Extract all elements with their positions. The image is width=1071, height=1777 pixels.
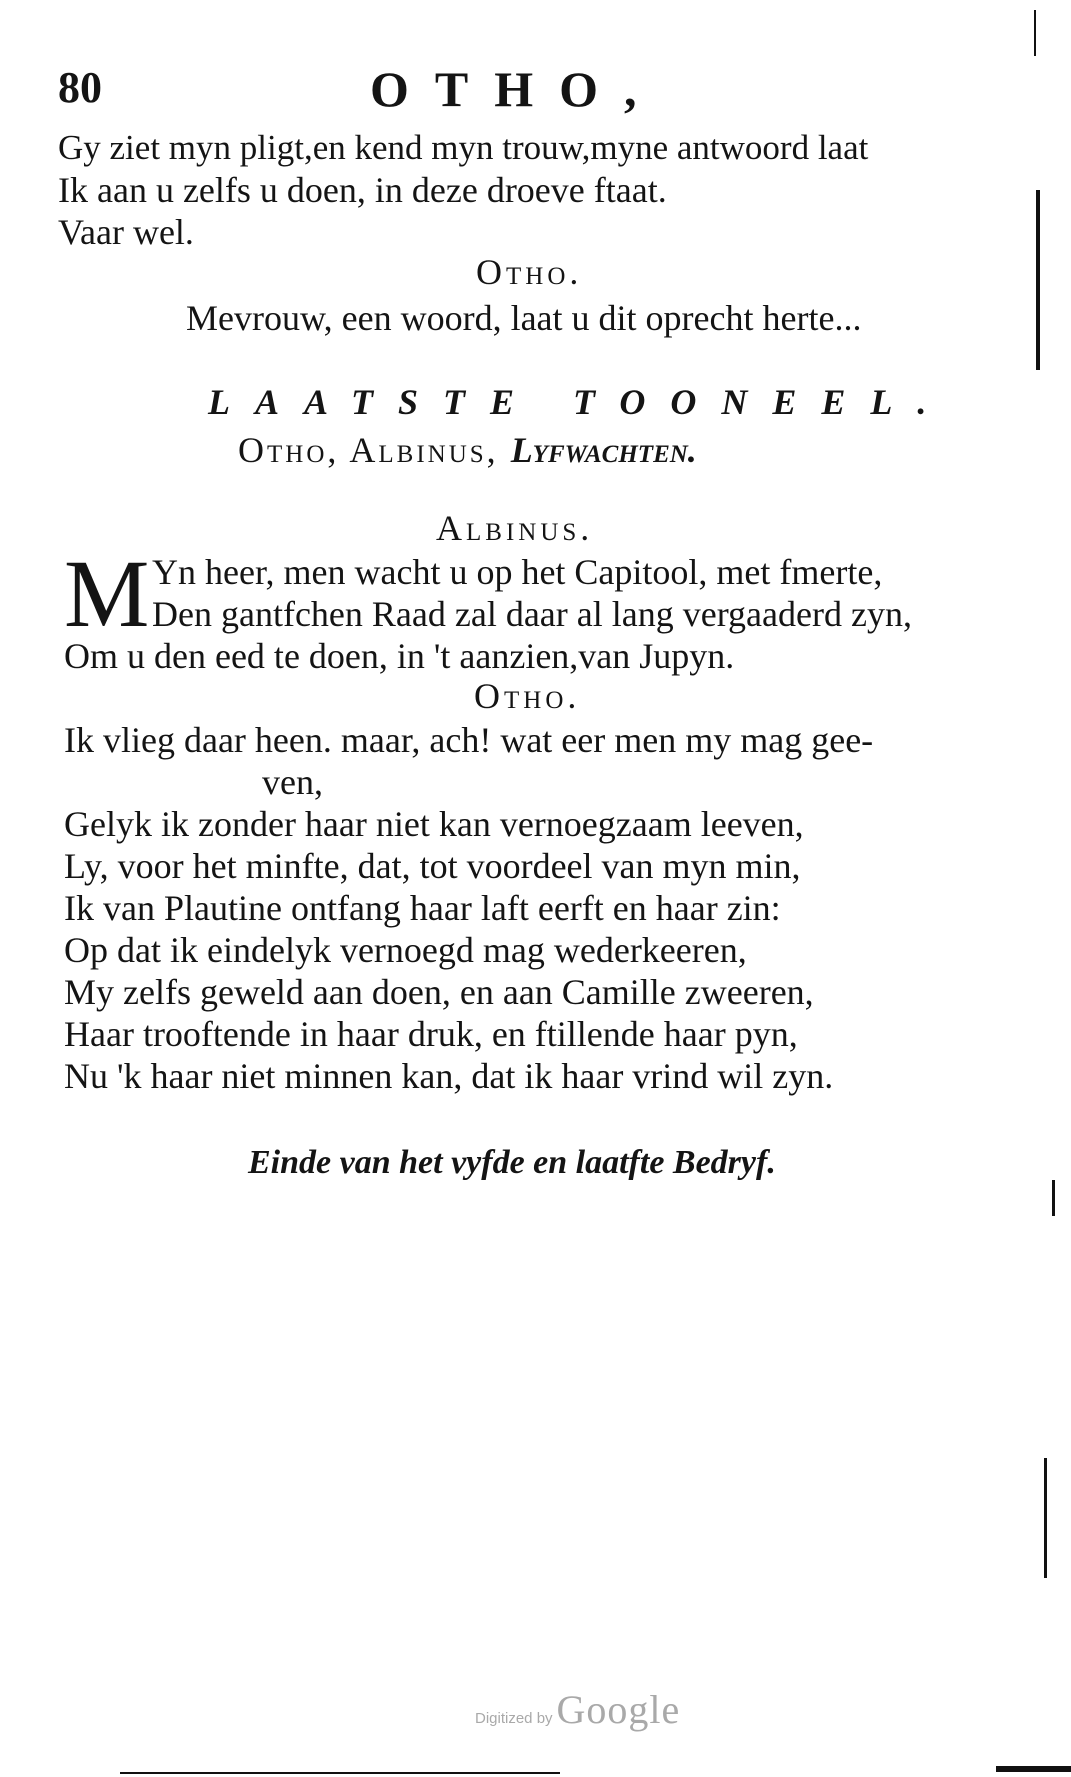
text-line: Den gantfchen Raad zal daar al lang vergaaderd zyn,	[152, 594, 912, 634]
text-line: Om u den eed te doen, in 't aanzien,van Jupyn.	[64, 636, 735, 676]
text-line: Gy ziet myn pligt,en kend myn trouw,myne antwoord laat	[58, 128, 869, 167]
watermark-small: Digitized by	[475, 1710, 553, 1727]
text-line: Ik vlieg daar heen. maar, ach! wat eer men my mag gee-	[64, 720, 874, 760]
text-line: My zelfs geweld aan doen, en aan Camille zweeren,	[64, 972, 814, 1012]
text-line: Vaar wel.	[58, 212, 194, 252]
digitized-watermark	[475, 1687, 681, 1732]
watermark-logo: Google	[556, 1687, 681, 1732]
scan-edge-mark	[996, 1766, 1071, 1772]
text-line: Yn heer, men wacht u op het Capitool, met fmerte,	[152, 552, 883, 592]
text-line: ven,	[262, 762, 323, 802]
scan-edge-mark	[1034, 10, 1036, 56]
text-line: Ik aan u zelfs u doen, in deze droeve ftaat.	[58, 170, 667, 210]
text-line: Ly, voor het minfte, dat, tot voordeel van myn min,	[64, 846, 801, 886]
persons-guards: Lyfwachten.	[510, 430, 697, 470]
text-line: Haar trooftende in haar druk, en ftillende haar pyn,	[64, 1014, 798, 1054]
scene-title: LAATSTE TOONEEL.	[208, 382, 952, 422]
drop-cap: M	[64, 540, 150, 647]
persons-names: Otho, Albinus,	[238, 430, 499, 470]
speaker-heading: Otho.	[474, 676, 581, 716]
closing-line: Einde van het vyfde en laatfte Bedryf.	[248, 1144, 776, 1181]
text-line: Nu 'k haar niet minnen kan, dat ik haar vrind wil zyn.	[64, 1056, 834, 1096]
text-line: Ik van Plautine ontfang haar laft eerft en haar zin:	[64, 888, 781, 928]
scan-edge-mark	[1036, 190, 1040, 370]
text-line: Op dat ik eindelyk vernoegd mag wederkeeren,	[64, 930, 747, 970]
speaker-heading: Otho.	[476, 252, 583, 292]
scan-edge-mark	[120, 1772, 560, 1774]
running-head: OTHO,	[370, 61, 663, 117]
dramatis-personae	[238, 432, 697, 468]
page-number: 80	[58, 63, 102, 112]
text-line: Mevrouw, een woord, laat u dit oprecht herte...	[186, 298, 862, 338]
speaker-heading: Albinus.	[436, 508, 594, 548]
scan-edge-mark	[1044, 1458, 1047, 1578]
text-line: Gelyk ik zonder haar niet kan vernoegzaam leeven,	[64, 804, 804, 844]
scan-edge-mark	[1052, 1180, 1055, 1216]
